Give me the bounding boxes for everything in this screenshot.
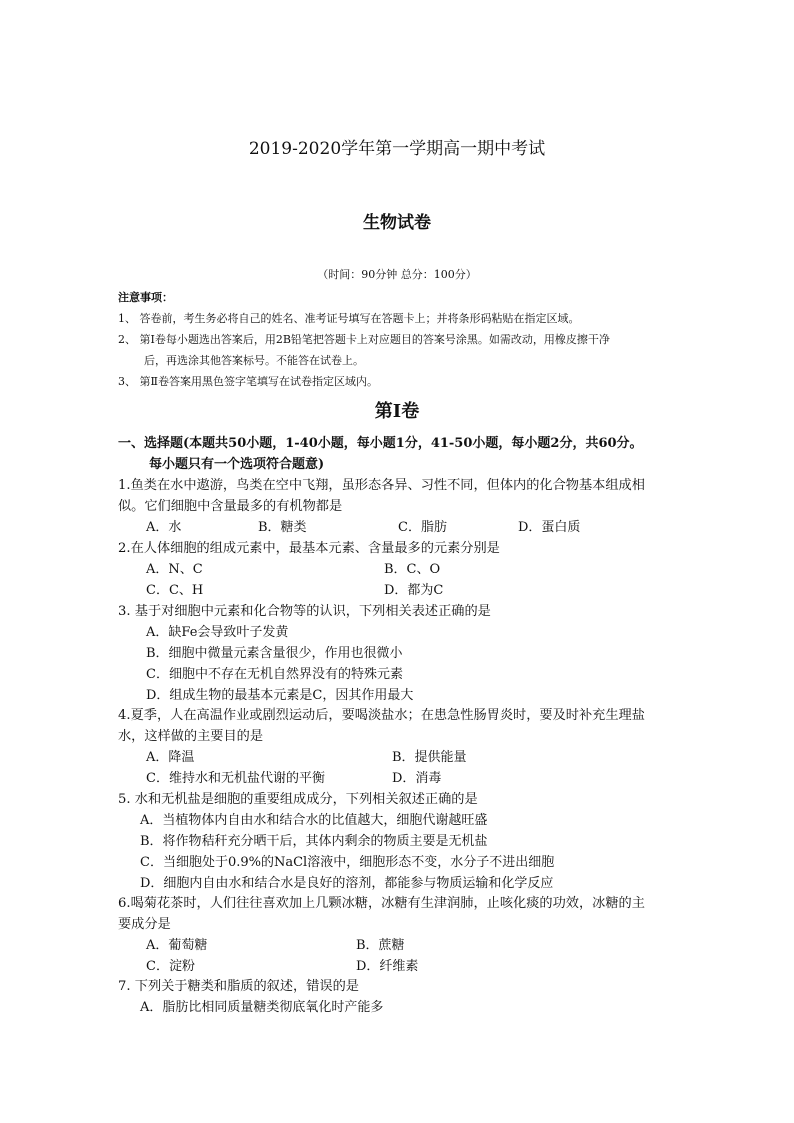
question-stem: 6.喝菊花茶时，人们往往喜欢加上几颗冰糖，冰糖有生津润肺，止咳化痰的功效，冰糖的主 bbox=[118, 896, 645, 911]
option: A．当植物体内自由水和结合水的比值越大，细胞代谢越旺盛 bbox=[140, 813, 488, 828]
question-stem: 1.鱼类在水中遨游，鸟类在空中飞翔，虽形态各异、习性不同，但体内的化合物基本组成相 bbox=[118, 478, 645, 493]
question-stem: 4.夏季，人在高温作业或剧烈运动后，要喝淡盐水；在患急性肠胃炎时，要及时补充生理盐 bbox=[118, 708, 645, 723]
option: B．蔗糖 bbox=[356, 938, 405, 953]
question-stem: 要成分是 bbox=[118, 917, 171, 932]
question-stem: 似。它们细胞中含量最多的有机物都是 bbox=[118, 499, 343, 514]
question-stem: 7. 下列关于糖类和脂质的叙述，错误的是 bbox=[118, 979, 359, 994]
option: A．葡萄糖 bbox=[146, 938, 208, 953]
option: A．水 bbox=[146, 520, 182, 535]
note-item: 2、 第Ⅰ卷每小题选出答案后，用2B铅笔把答题卡上对应题目的答案号涂黑。如需改动，用橡皮擦干净 bbox=[118, 333, 610, 346]
notes-heading: 注意事项： bbox=[118, 291, 173, 304]
instruction-line: 一、选择题(本题共50小题，1-40小题，每小题1分，41-50小题，每小题2分，共60分。 bbox=[118, 436, 643, 451]
option: C．细胞中不存在无机自然界没有的特殊元素 bbox=[146, 667, 403, 682]
question-stem: 3. 基于对细胞中元素和化合物等的认识，下列相关表述正确的是 bbox=[118, 604, 491, 619]
option: C．淀粉 bbox=[146, 959, 195, 974]
option: B．提供能量 bbox=[392, 750, 467, 765]
option: B．C、O bbox=[384, 562, 441, 577]
option: A．脂肪比相同质量糖类彻底氧化时产能多 bbox=[140, 1000, 384, 1015]
option: D．细胞内自由水和结合水是良好的溶剂，都能参与物质运输和化学反应 bbox=[140, 876, 554, 891]
note-item: 后，再选涂其他答案标号。不能答在试卷上。 bbox=[144, 354, 364, 367]
option: C．脂肪 bbox=[398, 520, 447, 535]
option: D．纤维素 bbox=[356, 959, 419, 974]
option: D．消毒 bbox=[392, 771, 442, 786]
time-info: （时间：90分钟 总分：100分） bbox=[317, 268, 477, 281]
question-stem: 水，这样做的主要目的是 bbox=[118, 729, 264, 744]
subject-title: 生物试卷 bbox=[363, 213, 431, 233]
option: A．N、C bbox=[146, 562, 203, 577]
option: D．蛋白质 bbox=[518, 520, 581, 535]
option: C．维持水和无机盐代谢的平衡 bbox=[146, 771, 325, 786]
option: B．糖类 bbox=[258, 520, 307, 535]
option: D．组成生物的最基本元素是C，因其作用最大 bbox=[146, 688, 414, 703]
question-stem: 2.在人体细胞的组成元素中，最基本元素、含量最多的元素分别是 bbox=[118, 541, 500, 556]
option: B．细胞中微量元素含量很少，作用也很微小 bbox=[146, 646, 403, 661]
note-item: 1、 答卷前，考生务必将自己的姓名、准考证号填写在答题卡上；并将条形码粘贴在指定区域。 bbox=[118, 312, 580, 325]
note-item: 3、 第Ⅱ卷答案用黑色签字笔填写在试卷指定区域内。 bbox=[118, 375, 378, 388]
option: A．缺Fe会导致叶子发黄 bbox=[146, 625, 289, 640]
option: C．C、H bbox=[146, 583, 204, 598]
option: A．降温 bbox=[146, 750, 195, 765]
option: D．都为C bbox=[384, 583, 444, 598]
section-title: 第Ⅰ卷 bbox=[374, 401, 420, 422]
question-stem: 5. 水和无机盐是细胞的重要组成成分，下列相关叙述正确的是 bbox=[118, 792, 478, 807]
exam-title: 2019-2020学年第一学期高一期中考试 bbox=[248, 139, 546, 159]
option: B．将作物秸秆充分晒干后，其体内剩余的物质主要是无机盐 bbox=[140, 834, 488, 849]
option: C．当细胞处于0.9%的NaCl溶液中，细胞形态不变，水分子不进出细胞 bbox=[140, 855, 555, 870]
instruction-line: 每小题只有一个选项符合题意) bbox=[149, 457, 325, 472]
